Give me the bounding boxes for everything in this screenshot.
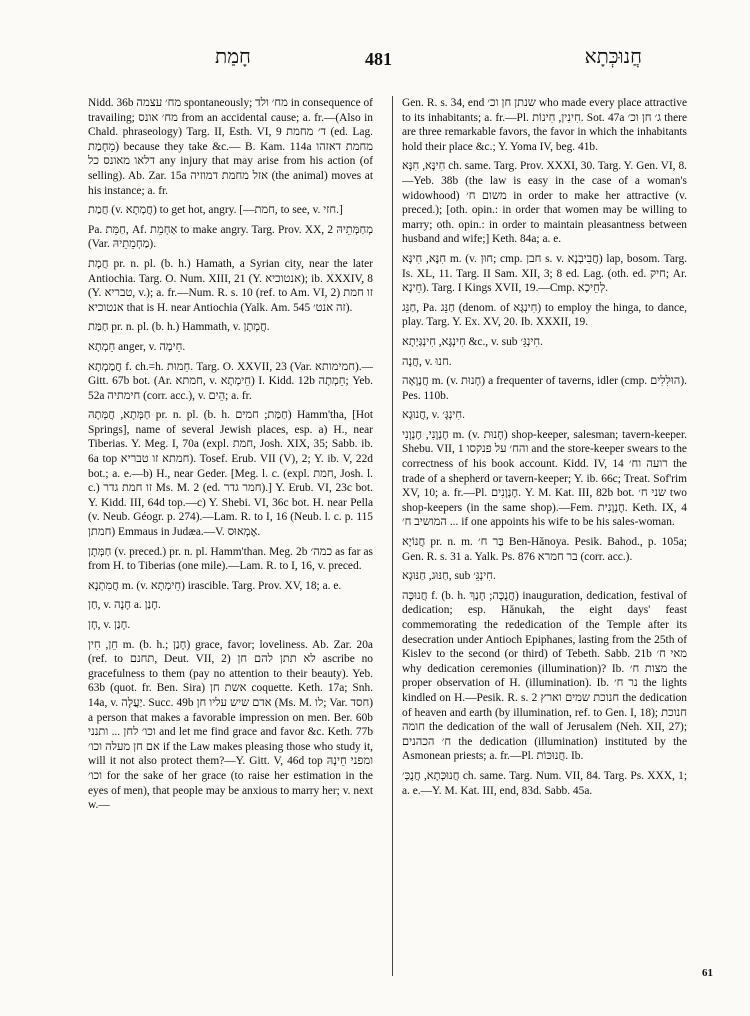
entry: חַנֵּג, Pa. חַנֵּג (denom. of חִינְגָּא) to employ the hinga, to dance, play. Targ. Y. Ex. XV, 20. Ib. XXXII, 19. <box>402 301 687 329</box>
entry: חַמְּתָא, חֲמְּתָה pr. n. pl. (b. h. חַמַּת; חמים) Hamm'tha, [Hot Springs], name of several Jewish places, esp. a) H., near Tiberias. Y. Meg. I, 70a (expl. חמת, Josh. XIX, 35; Sabb. ib. 6a top חמתא זו טבריא). Tosef. Erub. VII (V), 2; Y. ib. V, 22d bot.; a. e.—b) H., near Geder. [Meg. l. c. (expl. חמת, Josh. l. c.) זו חמת גדר Ms. M. 2 (ed. חמר גדר).] Y. Erub. VI, 23c bot. Y. Kidd. III, 64d top.—c) Y. Shebi. VI, 36c bot. H. near Pella (v. Neub. Géogr. p. 274).—Lam. R. to I, 16 (Neub. l. c. p. 115 חמתן) Emmaus in Judæa.—V. אֶמְאוּס. <box>88 409 373 539</box>
entry: חֵמְתָא anger, v. חֵימָה. <box>88 340 186 353</box>
entry: חִינְגָּא, חִינְגַּיְתָא &c., v. sub חִינְגֵּ׳. <box>402 335 544 348</box>
entry: חָן, v. חָנַן. <box>88 619 131 631</box>
header-guide-word-left: חָמַת <box>215 46 251 68</box>
entry: חֲמַמְתָא f. ch.=h. חֵמוּת. Targ. O. XXVII, 23 (Var. חמימותא).—Gitt. 67b bot. (Ar. חמתא, v. חֵימְתָא) I. Kidd. 12b חֵמְתָה; Yeb. 52a חימתיה (corr. acc.), v. הֵים; a. fr. <box>88 360 373 402</box>
entry: חַן, v. חָנָה a. חָנַן. <box>88 599 161 612</box>
page-number: 481 <box>365 49 392 69</box>
entry: חַמַּת pr. n. pl. (b. h.) Hammath, v. חֲמְתָן. <box>88 321 270 334</box>
column-divider <box>392 96 393 976</box>
entry: Gen. R. s. 34, end שנתן חן וכ׳ who made every place attractive to its inhabitants; a. fr.—Pl. חִינִין, חִינוֹת. Sot. 47a ג׳ חן וכ׳ there are three remarkable favors, the favor in which the inhabitants hold their place &c.; Y. Yoma IV, beg. 41b. <box>402 97 687 153</box>
right-column <box>402 96 687 986</box>
entry: חֲנוּגָא, v. חִינְגָּ׳. <box>402 409 466 422</box>
entry: חֲנוּכָּה f. (b. h. חֲנֻכָּה; חָנַךְ) inauguration, dedication, festival of dedication; esp. Hănukah, the eight days' feast commemorating the rededication of the Temple after its desecration under Antioch Epiphanes, lasting from the 25th of Kislev to the second (or third) of Tebeth. Sabb. 21b מאי ח׳ why dedication ceremonies (illumination)? Ib. מצות ח׳ the proper observation of H. (illumination). Ib. נר ח׳ the lights kindled on H.—Pesik. R. s. 2 חנוכת שמים וארץ the dedication of heaven and earth (by illumination, ref. to Gen. I, 18); חנוכת חומה the dedication of the wall of Jerusalem (Neh. XII, 27); ח׳ הכהנים the dedication (illumination) instituted by the Asmonean priests; a. fr.—Pl. חֲנוּכּוֹת. Ib. <box>402 589 687 763</box>
entry: חִנָּא, חִינָּא m. (v. חוּן; cmp. חבן s. v. חֲבִיבְנָא) lap, bosom. Targ. Is. XL, 11. Targ. II Sam. XII, 3; 8 ed. Lag. (oth. ed. חיק; Ar. חֵינָא). Targ. I Kings XVII, 19.—Cmp. לְחֵיכָא. <box>402 252 687 295</box>
folio-signature: 61 <box>702 967 713 979</box>
entry: חֲנוּכְּתָא, חֲנֻכְּ׳ ch. same. Targ. Num. VII, 84. Targ. Ps. XXX, 1; a. e.—Y. M. Kat. III, end, 83d. Sabb. 45a. <box>402 769 687 797</box>
entry: חֲמָת pr. n. pl. (b. h.) Hamath, a Syrian city, near the later Antiochia. Targ. O. Num. XIII, 21 (Y. אנטוכיא); ib. XXXIV, 8 (Y. טבריא, v.); a. fr.—Num. R. s. 10 (ref. to Am. VI, 2) זו חמת אנטוכיא that is H. near Antiochia (Yalk. Am. 545 זה אנט׳). <box>88 257 373 314</box>
entry: Pa. חַמֵּת, Af. אַחְמֵת to make angry. Targ. Prov. XX, 2 מְחַמְּתֵיהּ (Var. מַחְמֵתֵיהּ). <box>88 223 373 251</box>
entry: חִינָּא, חִנָּא ch. same. Targ. Prov. XXXI, 30. Targ. Y. Gen. VI, 8.—Yeb. 38b (the law is easy in the case of a woman's widowhood) משום ח׳ in order to make her attractive (v. preced.); [oth. opin.: in order that women may be willing to marry; oth. opin.: in order to maintain pleasantness between husband and wife;] Keth. 84a; a. e. <box>402 160 687 246</box>
entry: חֲנָה, v. חנוּ. <box>402 355 452 368</box>
entry: חֲמִתְנָא m. (v. חֵימְתָא) irascible. Targ. Prov. XV, 18; a. e. <box>88 579 342 592</box>
entry: חַמְּתָן (v. preced.) pr. n. pl. Hamm'than. Meg. 2b כמה׳ as far as from H. to Tiberias (one mile).—Lam. R. to I, 16, v. preced. <box>88 545 373 573</box>
running-header <box>95 40 662 80</box>
left-column <box>88 96 373 986</box>
entry: חֶנְוָנִי, חֶנְוָנִי m. (v. חָנוּת) shop-keeper, salesman; tavern-keeper. Shebu. VII, 1 והח׳ על פנקסו and the store-keeper swears to the correctness of his book account. Kidd. IV, 14 רועה וח׳ the trade of a shepherd or tavern-keeper; Y. ib. 66c; Treat. Sof'rim XV, 10; a. fr.—Pl. חֶנְוָנִים. Y. M. Kat. III, 82b bot. שני ח׳ two shop-keepers (in the same shop).—Fem. חֶנְוָנִית. Keth. IX, 4 המושיב ח׳ ... if one appoints his wife to be his sales-woman. <box>402 428 687 529</box>
header-guide-word-right: חֲנוּכְּתָא <box>584 46 642 68</box>
entry: חַנּוּג, חַנּוּגָא, sub חִינְגֵּ׳. <box>402 570 496 583</box>
entry: חֲמַת (v. חֲמְתָא) to get hot, angry. [—חמת, to see, v. חזי.] <box>88 204 343 217</box>
entry: חֵן, חִין m. (b. h.; חָנַן) grace, favor; loveliness. Ab. Zar. 20a (ref. to תחנם, Deut. VII, 2) לא תתן להם חן ascribe no gracefulness to them (pay no attention to their beauty). Yeb. 63b (quot. fr. Ben. Sira) אשת חן coquette. Keth. 17a; Snh. 14a, v. יַעֲלָה. Succ. 49b אדם שיש עליו חן (Ms. M. לו; Var. חסד) a person that makes a favorable impression on men. Ber. 60b וכו׳ לחן ... ותנני and let me find grace and favor &c. Keth. 77b אם חן מעלה וכו׳ if the Law makes pleasing those who study it, will it not also protect them?—Y. Gitt. V, 46d top ומפני חֵינָהּ וכו׳ for the sake of her grace (to raise her estimation in the eyes of men), that people may be anxious to marry her; v. next w.— <box>88 638 373 812</box>
entry: Nidd. 36b מח׳ עצמה spontaneously; מח׳ ולד in consequence of travailing; מח׳ אונס from an accidental cause; a. fr.—(Also in Chald. phraseology) Targ. II, Esth. VI, 9 ד׳ מחמת (ed. Lag. מֵחָמַת) because they take &c.— B. Kam. 114a מחמת דאזהו דלאו מאונס כל any injury that may arise from his action (of selling). Ab. Zar. 15a אזל מחמת דמוזיה (the animal) moves at his instance; a. fr. <box>88 97 373 197</box>
entry: חֲנוֹיָא pr. n. m. בַּר ח׳ Ben-Hănoya. Pesik. Bahod., p. 105a; Gen. R. s. 31 a. Yalk. Ps. 876 בר חמרא (corr. acc.). <box>402 536 687 563</box>
entry: חֲנָוָאָה m. (v. חָנוּת) a frequenter of taverns, idler (cmp. הוּלִלִים). Pes. 110b. <box>402 375 687 402</box>
